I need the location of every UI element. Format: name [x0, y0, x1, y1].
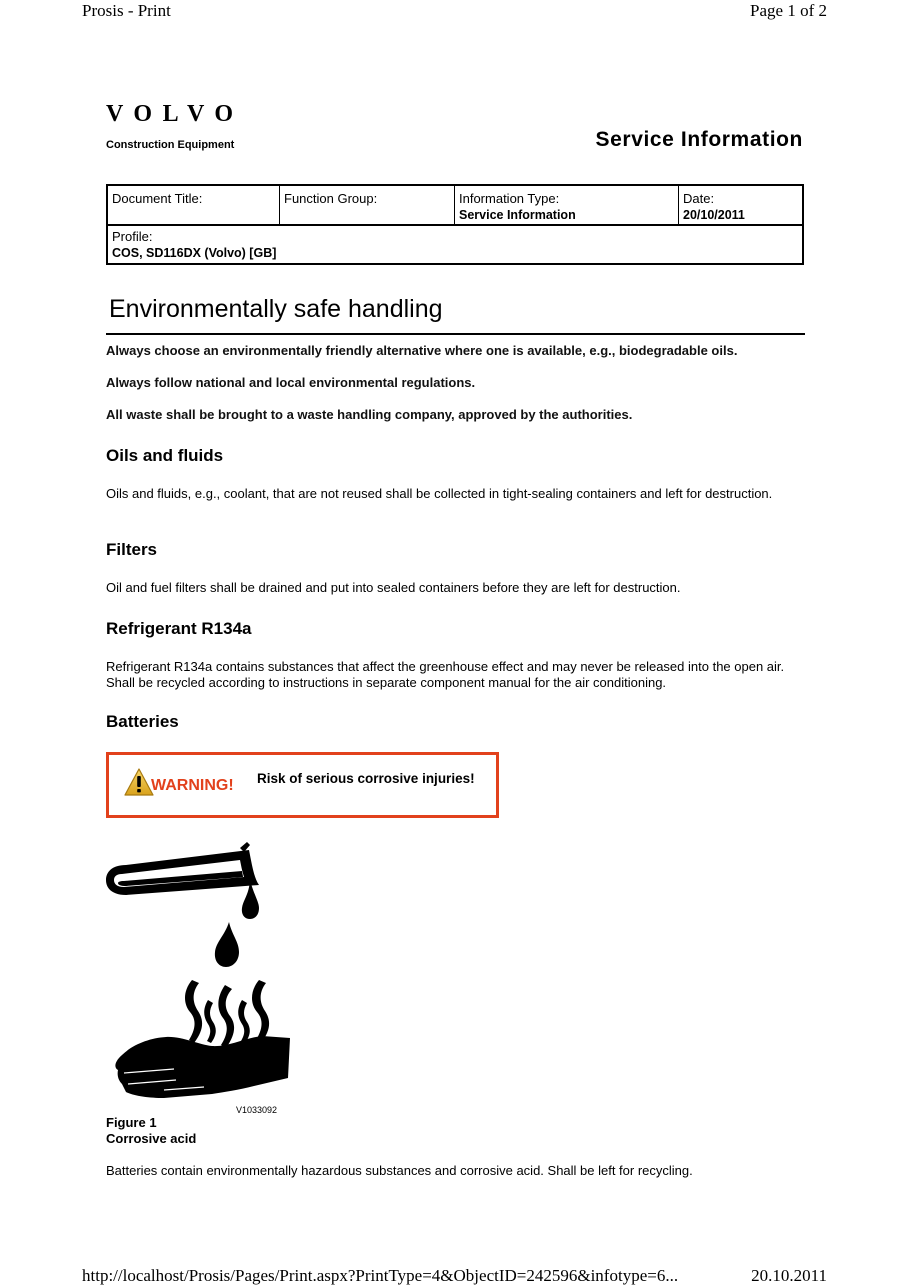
print-footer-date: 20.10.2011: [751, 1266, 827, 1285]
section-heading-filters: Filters: [106, 540, 158, 559]
profile-value: COS, SD116DX (Volvo) [GB]: [112, 246, 277, 260]
figure-number: Figure 1: [106, 1115, 157, 1130]
corrosive-hazard-icon: [104, 840, 294, 1110]
document-title-label: Document Title:: [112, 191, 203, 206]
section-heading-oils: Oils and fluids: [106, 446, 224, 465]
print-page-number: Page 1 of 2: [750, 1, 827, 20]
function-group-cell: [280, 186, 454, 224]
section-heading-batteries: Batteries: [106, 712, 179, 731]
information-type-label: Information Type:: [459, 191, 560, 206]
date-label: Date:: [683, 191, 715, 206]
warning-text: Risk of serious corrosive injuries!: [257, 771, 475, 786]
warning-label: WARNING!: [151, 777, 234, 794]
information-type-value: Service Information: [459, 208, 576, 222]
figure-code: V1033092: [236, 1105, 278, 1115]
date-value: 20/10/2011: [683, 208, 745, 222]
warning-triangle-icon: [124, 768, 154, 801]
section-heading-refrigerant: Refrigerant R134a: [106, 619, 252, 638]
document-meta-table: [106, 184, 804, 265]
intro-paragraph: Always follow national and local environmental regulations.: [106, 375, 476, 390]
profile-cell: [108, 226, 802, 263]
warning-box: [106, 752, 499, 818]
figure-caption: Corrosive acid: [106, 1131, 197, 1146]
brand-subtitle: Construction Equipment: [106, 139, 235, 151]
date-cell: [679, 186, 802, 224]
intro-paragraph: Always choose an environmentally friendly alternative where one is available, e.g., biodegradable oils.: [106, 343, 738, 358]
document-title-cell: [108, 186, 279, 224]
document-heading: Environmentally safe handling: [109, 295, 443, 323]
profile-label: Profile:: [112, 229, 153, 244]
print-header-title: Prosis - Print: [82, 1, 171, 20]
intro-paragraph: All waste shall be brought to a waste handling company, approved by the authorities.: [106, 407, 633, 422]
service-information-title: Service Information: [595, 128, 803, 151]
volvo-logo: [106, 102, 236, 129]
section-text-oils: Oils and fluids, e.g., coolant, that are not reused shall be collected in tight-sealing containers and left for destruction.: [106, 486, 773, 501]
information-type-cell: [455, 186, 678, 224]
volvo-logo-text: VOLVO: [106, 102, 234, 124]
section-text-filters: Oil and fuel filters shall be drained and put into sealed containers before they are left for destruction.: [106, 580, 681, 595]
print-footer-url: http://localhost/Prosis/Pages/Print.aspx?PrintType=4&ObjectID=242596&infotype=6...: [82, 1266, 679, 1285]
function-group-label: Function Group:: [284, 191, 378, 206]
section-text-batteries: Batteries contain environmentally hazardous substances and corrosive acid. Shall be left for recycling.: [106, 1163, 693, 1178]
heading-rule: [106, 333, 805, 335]
section-text-refrigerant: Refrigerant R134a contains substances that affect the greenhouse effect and may never be released into the open air. Shall be recycled according to instructions in separate component manual for the air conditioning.: [106, 659, 785, 690]
